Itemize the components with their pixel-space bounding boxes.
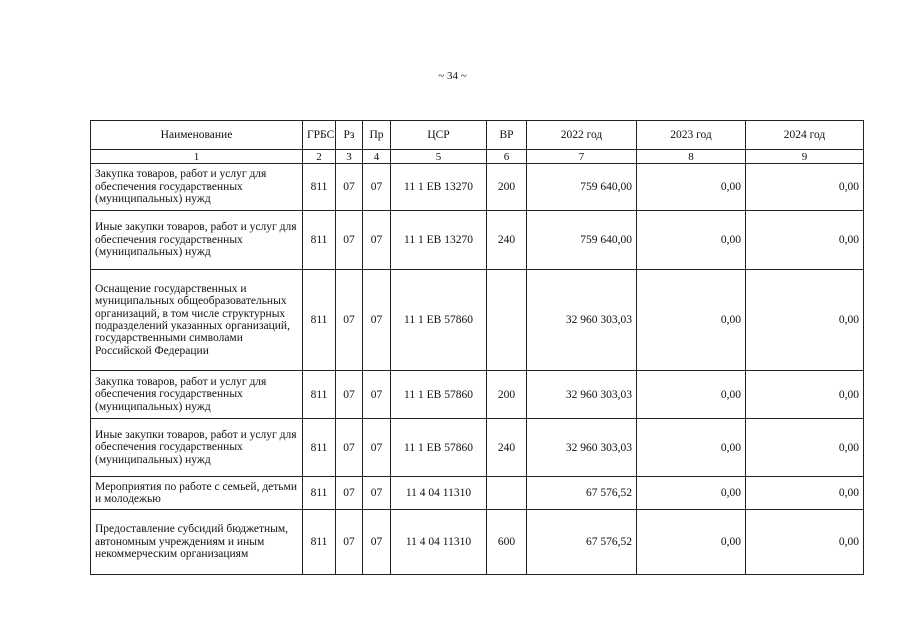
- row-2022: 32 960 303,03: [527, 419, 637, 477]
- row-pr: 07: [363, 270, 391, 371]
- header-vr: ВР: [487, 121, 527, 150]
- budget-table: [90, 120, 864, 575]
- row-2024: 0,00: [746, 477, 864, 510]
- header-2023: 2023 год: [637, 121, 746, 150]
- row-vr: 200: [487, 164, 527, 211]
- column-number: 4: [363, 150, 391, 164]
- row-pr: 07: [363, 211, 391, 270]
- row-2022: 759 640,00: [527, 164, 637, 211]
- row-2022: 32 960 303,03: [527, 270, 637, 371]
- row-pr: 07: [363, 371, 391, 419]
- row-grbs: 811: [303, 211, 336, 270]
- header-pr: Пр: [363, 121, 391, 150]
- column-number: 1: [91, 150, 303, 164]
- row-pr: 07: [363, 164, 391, 211]
- row-name: Мероприятия по работе с семьей, детьми и молодежью: [91, 477, 303, 510]
- row-2023: 0,00: [637, 211, 746, 270]
- row-csr: 11 1 EB 57860: [391, 371, 487, 419]
- table-row: [91, 510, 864, 575]
- column-number: 5: [391, 150, 487, 164]
- row-2023: 0,00: [637, 270, 746, 371]
- table-row: [91, 164, 864, 211]
- row-grbs: 811: [303, 270, 336, 371]
- row-pr: 07: [363, 510, 391, 575]
- row-csr: 11 1 EB 57860: [391, 270, 487, 371]
- row-2023: 0,00: [637, 371, 746, 419]
- column-number: 9: [746, 150, 864, 164]
- row-csr: 11 4 04 11310: [391, 510, 487, 575]
- row-csr: 11 1 EB 13270: [391, 211, 487, 270]
- column-number: 3: [336, 150, 363, 164]
- row-vr: 240: [487, 419, 527, 477]
- row-2024: 0,00: [746, 164, 864, 211]
- row-csr: 11 1 EB 13270: [391, 164, 487, 211]
- table-row: [91, 419, 864, 477]
- row-vr: [487, 270, 527, 371]
- table-row: [91, 211, 864, 270]
- row-csr: 11 4 04 11310: [391, 477, 487, 510]
- column-number: 7: [527, 150, 637, 164]
- row-pr: 07: [363, 477, 391, 510]
- row-2024: 0,00: [746, 211, 864, 270]
- header-2024: 2024 год: [746, 121, 864, 150]
- row-grbs: 811: [303, 419, 336, 477]
- row-2022: 67 576,52: [527, 477, 637, 510]
- row-vr: [487, 477, 527, 510]
- column-number-row: [91, 150, 864, 164]
- header-row: [91, 121, 864, 150]
- row-2022: 67 576,52: [527, 510, 637, 575]
- row-2023: 0,00: [637, 477, 746, 510]
- header-rz: Рз: [336, 121, 363, 150]
- row-vr: 600: [487, 510, 527, 575]
- row-grbs: 811: [303, 164, 336, 211]
- row-2024: 0,00: [746, 270, 864, 371]
- row-2024: 0,00: [746, 510, 864, 575]
- row-name: Иные закупки товаров, работ и услуг для обеспечения государственных (муниципальных) нужд: [91, 419, 303, 477]
- column-number: 2: [303, 150, 336, 164]
- row-2023: 0,00: [637, 510, 746, 575]
- row-name: Предоставление субсидий бюджетным, автономным учреждениям и иным некоммерческим организациям: [91, 510, 303, 575]
- row-grbs: 811: [303, 371, 336, 419]
- row-rz: 07: [336, 211, 363, 270]
- row-2022: 759 640,00: [527, 211, 637, 270]
- row-2023: 0,00: [637, 419, 746, 477]
- header-name: Наименование: [91, 121, 303, 150]
- row-name: Иные закупки товаров, работ и услуг для обеспечения государственных (муниципальных) нужд: [91, 211, 303, 270]
- table-row: [91, 477, 864, 510]
- row-rz: 07: [336, 164, 363, 211]
- row-name: Оснащение государственных и муниципальных общеобразовательных организаций, в том числе структурных подразделений указанных организаций, государственными символами Российской Федерации: [91, 270, 303, 371]
- row-rz: 07: [336, 419, 363, 477]
- column-number: 8: [637, 150, 746, 164]
- row-grbs: 811: [303, 510, 336, 575]
- row-rz: 07: [336, 477, 363, 510]
- row-2022: 32 960 303,03: [527, 371, 637, 419]
- row-name: Закупка товаров, работ и услуг для обеспечения государственных (муниципальных) нужд: [91, 164, 303, 211]
- table-row: [91, 270, 864, 371]
- row-csr: 11 1 EB 57860: [391, 419, 487, 477]
- header-csr: ЦСР: [391, 121, 487, 150]
- row-vr: 240: [487, 211, 527, 270]
- row-pr: 07: [363, 419, 391, 477]
- column-number: 6: [487, 150, 527, 164]
- header-grbs: ГРБС: [303, 121, 336, 150]
- row-name: Закупка товаров, работ и услуг для обеспечения государственных (муниципальных) нужд: [91, 371, 303, 419]
- page-number: ~ 34 ~: [438, 70, 467, 82]
- row-rz: 07: [336, 371, 363, 419]
- row-2024: 0,00: [746, 419, 864, 477]
- row-rz: 07: [336, 510, 363, 575]
- row-vr: 200: [487, 371, 527, 419]
- table-row: [91, 371, 864, 419]
- row-rz: 07: [336, 270, 363, 371]
- row-2023: 0,00: [637, 164, 746, 211]
- row-2024: 0,00: [746, 371, 864, 419]
- header-2022: 2022 год: [527, 121, 637, 150]
- row-grbs: 811: [303, 477, 336, 510]
